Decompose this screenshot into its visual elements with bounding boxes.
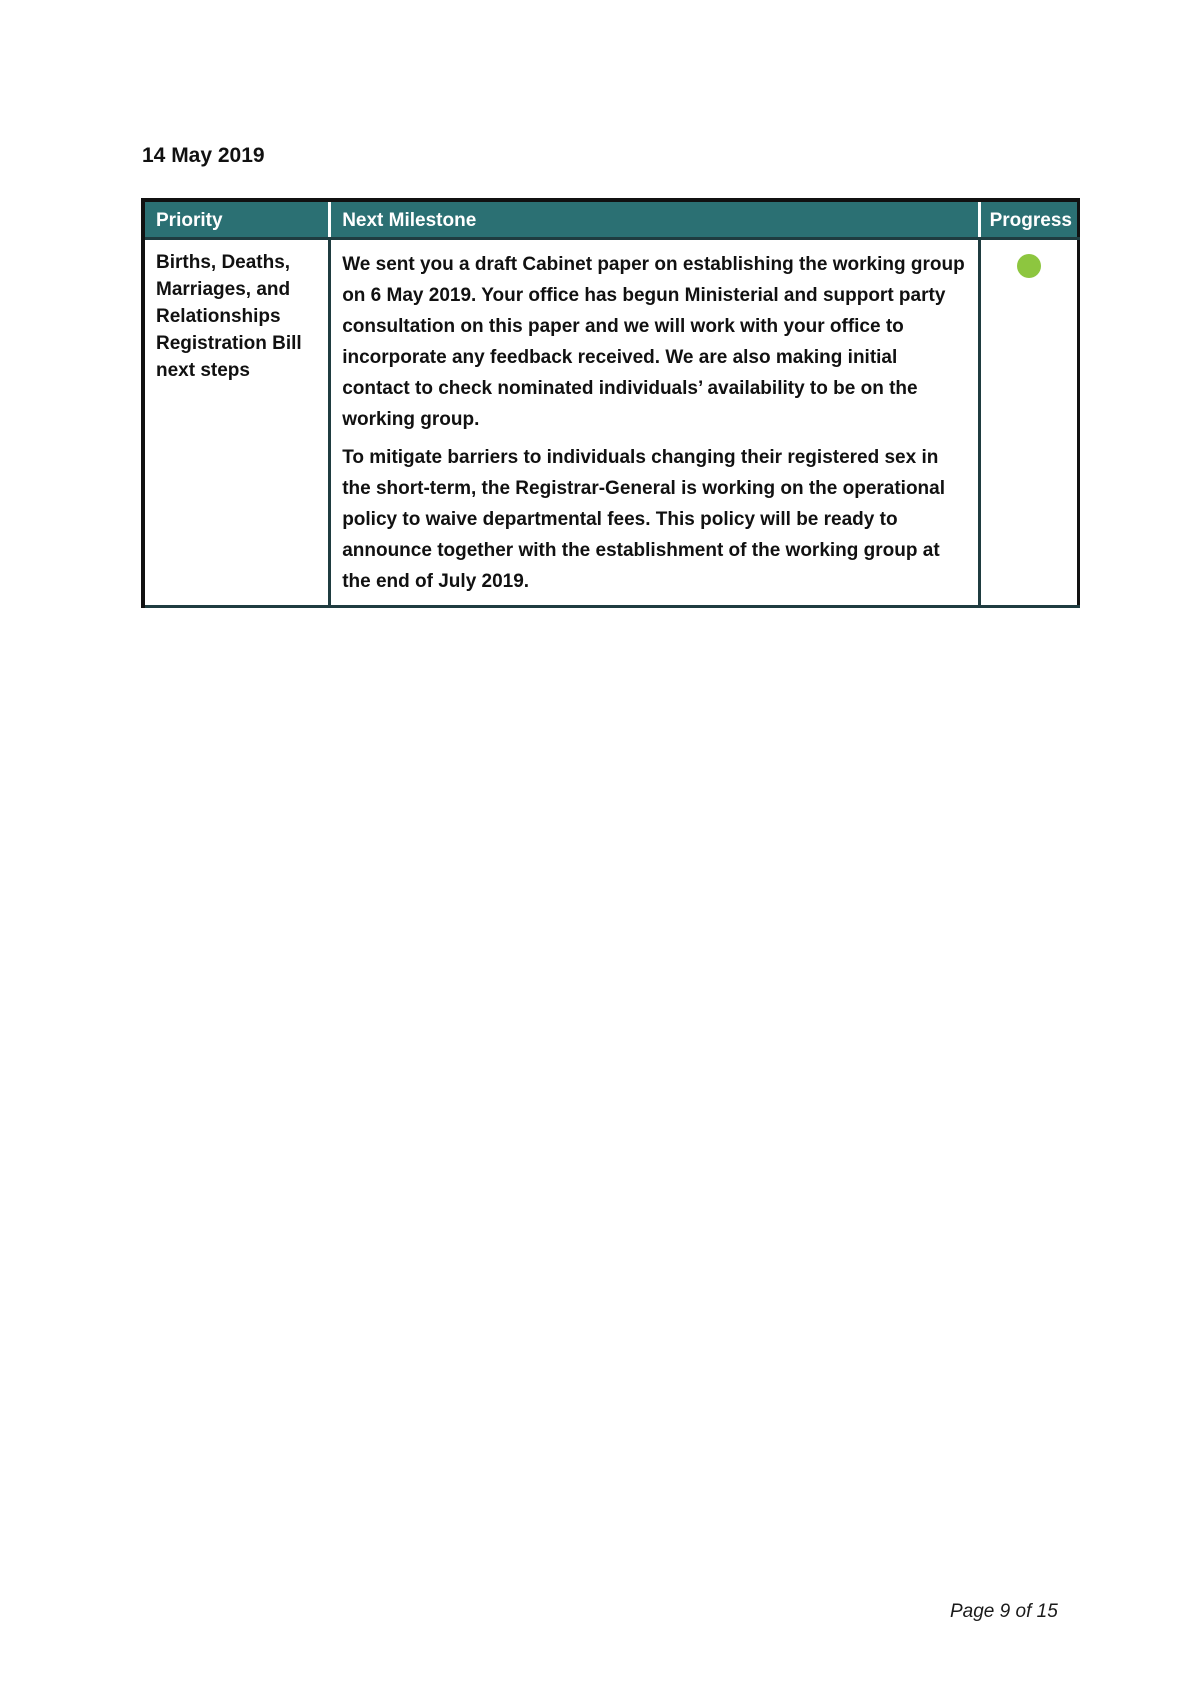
table-header: [143, 200, 1079, 239]
header-priority: Priority: [143, 200, 330, 239]
header-progress: Progress: [979, 200, 1078, 239]
priority-cell: Births, Deaths, Marriages, and Relationships Registration Bill next steps: [143, 239, 330, 607]
status-dot-icon: [1017, 254, 1041, 278]
milestone-cell: [330, 239, 979, 607]
document-date: 14 May 2019: [142, 144, 265, 167]
progress-cell: [979, 239, 1078, 607]
header-next-milestone: Next Milestone: [330, 200, 979, 239]
table-body: [143, 239, 1079, 607]
table-header-row: [143, 200, 1079, 239]
milestone-table: [141, 198, 1080, 608]
milestone-paragraph: We sent you a draft Cabinet paper on establishing the working group on 6 May 2019. Your office has begun Ministerial and support party consultation on this paper and we will work with your office to incorporate any feedback received. We are also making initial contact to check nominated individuals’ availability to be on the working group.: [342, 254, 965, 430]
milestone-table-container: [141, 198, 1080, 608]
table-row: [143, 239, 1079, 607]
milestone-paragraph: To mitigate barriers to individuals changing their registered sex in the short-term, the Registrar-General is working on the operational policy to waive departmental fees. This policy will be ready to announce together with the establishment of the working group at the end of July 2019.: [342, 447, 946, 592]
page-number: Page 9 of 15: [950, 1601, 1058, 1622]
